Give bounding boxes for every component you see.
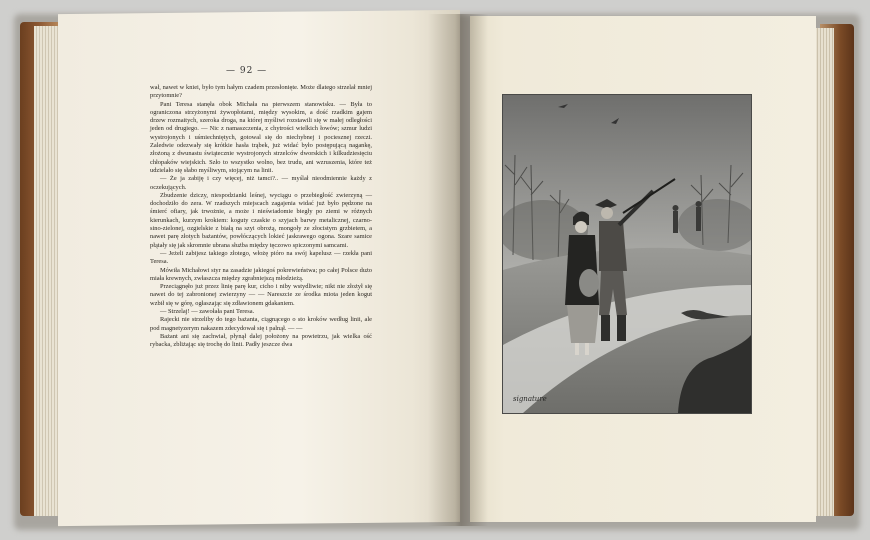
paragraph: wał, nawet w kniei, było tym hałym czadem przesłonięte. Może dlatego strzelał mniej przytomnie? <box>150 84 372 100</box>
illustration-signature: signature <box>513 395 547 403</box>
paragraph: — Że ja zabiję i czy więcej, niż tamci?.. — myślał nieodmiennie każdy z oczekujących. <box>150 175 372 191</box>
paragraph: Pani Teresa stanęła obok Michała na pierwszem stanowisku. — Była to ograniczona strzyżonymi żywopłotami, między wysokim, a dość rzadkim gajem drzew rozmaitych, szeroka droga, na której myśliwi rozstawili się w małej odległości jeden od drugiego. — Nic z namaszczenia, z chytrości wielkich łowów; szmur ludzi wystrojonych i uśmiechniętych, gotowal się do niechybnej i pociesznej rzeczi. Zaledwie odezwały się krótkie hasła trąbek, już widać było postępującą nagankę, złożoną z dwunastu świątecznie wystrojonych strzelców dworskich i kilkudziesięciu chłopaków wiejskich. Szło to wszystko wolno, bez trudu, ani wzruszenia, które też udzielało się słabo myśliwym, stojącym na linii. <box>150 100 372 174</box>
paragraph: Bażant ani się zachwiał, płynął dalej położony na powietrzu, jak wielka ość rybacka, zbliżając się trochę do linii. Padły jeszcze dwa <box>150 332 372 349</box>
paragraph: Przeciągnęło już przez linię parę kur, cicho i niby wstydliwie; nikt nie złożył się nawet do tej zabronionej zwierzyny — — Nareszcie ze środka miota jeden kogut wzbił się w górę, ogłaszając się zdławionem gdakaniem. <box>150 283 372 307</box>
paragraph: Mówiła Michałowi styr na zasadzie jakiegoś pokrewieństwa; po całej Polsce dużo miała krewnych, zwłaszcza między zgrabniejszą młodzieżą. <box>150 266 372 282</box>
paragraph: Rajecki nie strzeliby do tego bażanta, ciągnącego o sto kroków według linii, ale pod magnetyzerym nakazem zdecydował się i palnął. — — <box>150 316 372 332</box>
page-text <box>150 84 372 350</box>
hunting-illustration <box>502 94 752 414</box>
paragraph: — Strzelaj! — zawołała pani Teresa. <box>160 308 255 316</box>
paragraph: — Jeżeli zabijesz takiego złotego, włożę pióro na swój kapelusz — rzekła pani Teresa. <box>150 249 372 266</box>
page-number: — 92 — <box>226 66 268 76</box>
illustration-artwork <box>503 95 751 413</box>
paragraph: Zbudzenie dziczy, niespodzianki leśnej, wyciągu o przebiegłość zwierzyną — dochodziło do zera. W rzadszych miejscach zagajenia widać już było pędzone na śmierć ofiary, jak trwożnie, a może i nieświadomie biegły po ziemi w różnych kierunkach, kurzym krokiem: koguty czaskie o szyjach barwy metalicznej, czarno-sino-zielonej, ozgielskie z białą na szyi obrożą, mongoły ze złocistym grzbietem, a nawet parę złotych bażantów, powłóczących lokieć jaskrawego ogona. Szare samice płątały się jak skromnie ubrana służba między tęczowo spiczonymi samcami. <box>150 191 372 249</box>
book-gutter <box>428 14 488 526</box>
